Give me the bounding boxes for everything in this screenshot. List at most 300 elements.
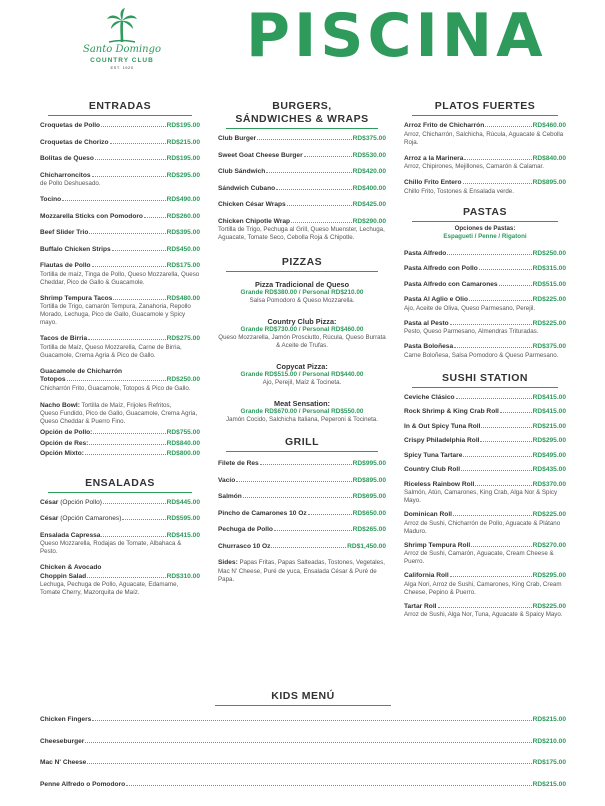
- pastas-list: [404, 250, 566, 360]
- item-description: Tortilla de Maíz, Frijoles Refritos,: [81, 401, 172, 409]
- item-description: Salmón, Atún, Camarones, King Crab, Alga Nor & Spicy Mayo.: [404, 489, 558, 504]
- item-name: Arroz a la Marinera: [404, 154, 464, 162]
- logo-est-text: EST. 1920: [110, 65, 134, 70]
- item-row: [40, 139, 200, 148]
- item-description: Salsa Pomodoro & Queso Mozzarella.: [249, 297, 355, 304]
- dot-leader: [499, 285, 532, 286]
- menu-item: [40, 499, 200, 508]
- item-price: RD$315.00: [532, 265, 566, 272]
- item-row: [218, 477, 386, 486]
- item-row: [404, 452, 566, 461]
- item-row: [40, 738, 566, 747]
- item-price: RD$225.00: [532, 296, 566, 303]
- item-name: Sándwich Cubano: [218, 184, 276, 192]
- menu-item: [218, 135, 386, 144]
- dot-leader: [304, 156, 352, 157]
- item-price: RD$425.00: [352, 201, 386, 208]
- menu-item: [40, 122, 200, 131]
- menu-item: [404, 122, 566, 147]
- item-name: Pasta Alfredo: [404, 249, 447, 257]
- dot-leader: [454, 347, 532, 348]
- dot-leader: [485, 126, 531, 127]
- item-price: RD$395.00: [166, 229, 200, 236]
- item-description: Tortilla de Maíz, Queso Mozzarella, Carne de Birria, Guacamole, Crema Agria & Pico de Gallo.: [40, 343, 182, 359]
- item-name: Pizza Tradicional de Queso: [254, 280, 350, 289]
- item-price: RD$260.00: [166, 212, 200, 220]
- column-left: [40, 100, 200, 606]
- item-name: Churrasco 10 Oz: [218, 542, 271, 550]
- menu-item: [218, 168, 386, 177]
- item-name: Opción Mixto:: [40, 450, 84, 457]
- item-row: [404, 296, 566, 305]
- item-description: Arroz de Sushi, Chicharrón de Pollo, Aguacate & Plátano Maduro.: [404, 519, 561, 535]
- menu-item: [404, 343, 566, 360]
- section-title-line: SÁNDWICHES & WRAPS: [235, 113, 369, 125]
- item-price: RD$175.00: [166, 262, 200, 269]
- item-description: Queso Fundido, Pico de Gallo, Guacamole, Crema Agria, Queso Cheddar & Puerro Fino.: [40, 410, 198, 425]
- dot-leader: [480, 441, 531, 442]
- menu-item: [404, 603, 566, 620]
- item-name: Mozzarella Sticks con Pomodoro: [40, 212, 143, 220]
- item-price: RD$460.00: [532, 122, 566, 129]
- dot-leader: [450, 576, 532, 577]
- dot-leader: [122, 519, 165, 520]
- item-price: RD$895.00: [532, 179, 566, 186]
- dot-leader: [450, 324, 532, 325]
- menu-item: [404, 281, 566, 290]
- menu-item: [404, 265, 566, 274]
- section-title-burgers: [226, 100, 378, 129]
- kids-list: [40, 716, 566, 789]
- section-title-kids: KIDS MENÚ: [215, 690, 391, 706]
- menu-item: [40, 196, 200, 205]
- item-row: [40, 759, 566, 768]
- item-row: [404, 179, 566, 188]
- menu-item: [40, 229, 200, 238]
- menu-item: [40, 429, 200, 438]
- menu-item: [40, 532, 200, 557]
- dot-leader: [257, 139, 352, 140]
- item-row: [218, 218, 386, 227]
- item-row: [404, 155, 566, 164]
- dot-leader: [101, 536, 165, 537]
- item-price: RD$270.00: [532, 541, 566, 549]
- dot-leader: [463, 456, 531, 457]
- item-subtitle: (Opción Camarones): [60, 515, 122, 522]
- item-description: Ajo, Perejil, Maíz & Tocineta.: [262, 379, 342, 386]
- pasta-options-label: Opciones de Pastas:: [454, 224, 516, 232]
- item-row: [40, 213, 200, 222]
- item-price: RD$225.00: [532, 319, 566, 327]
- item-name: Chicken & Avocado: [40, 564, 102, 571]
- item-row: [404, 423, 566, 432]
- menu-item: [218, 510, 386, 519]
- section-title-pizzas: PIZZAS: [226, 256, 378, 272]
- item-price: Grande RD$730.00 / Personal RD$460.00: [240, 326, 364, 333]
- item-name: Beef Slider Trio: [40, 229, 89, 236]
- dot-leader: [67, 380, 166, 381]
- item-name: California Roll: [404, 572, 449, 579]
- item-row: [218, 526, 386, 535]
- menu-item: [40, 246, 200, 255]
- item-name: Choppin Salad: [40, 572, 87, 580]
- dot-leader: [92, 720, 531, 721]
- item-description: Chillo Frito, Tostones & Ensalada verde.: [404, 187, 514, 195]
- item-row: [40, 246, 200, 255]
- sides-label: Sides:: [218, 559, 238, 566]
- item-row: [40, 229, 200, 238]
- dot-leader: [469, 300, 532, 301]
- item-name: Filete de Res: [218, 460, 259, 467]
- section-title-sushi: SUSHI STATION: [412, 372, 558, 388]
- menu-item: [218, 493, 386, 502]
- dot-leader: [500, 412, 532, 413]
- dot-leader: [101, 126, 166, 127]
- menu-item: [404, 179, 566, 196]
- item-name: Pasta al Pesto: [404, 319, 449, 327]
- kids-menu: [40, 690, 566, 802]
- item-name: Pechuga de Pollo: [218, 526, 273, 533]
- menu-item: [40, 781, 566, 790]
- dot-leader: [88, 339, 165, 340]
- dot-leader: [85, 454, 166, 455]
- item-description: de Pollo Deshuesado.: [40, 180, 101, 187]
- menu-item: [404, 466, 566, 475]
- item-row: [218, 168, 386, 177]
- dot-leader: [92, 176, 166, 177]
- dot-leader: [274, 530, 352, 531]
- item-name: Dominican Roll: [404, 511, 452, 518]
- item-name: Vacío: [218, 476, 236, 484]
- item-row: [218, 510, 386, 519]
- menu-item: [404, 320, 566, 337]
- item-name: Tocino: [40, 196, 62, 203]
- item-description: Jamón Cocido, Salchicha Italiana, Peperoni & Tocineta.: [226, 416, 378, 423]
- section-title-grill: GRILL: [226, 436, 378, 452]
- item-row: [218, 460, 386, 469]
- menu-item: [404, 296, 566, 313]
- item-description: Arroz, Chipirones, Mejillones, Camarón & Calamar.: [404, 163, 544, 170]
- dot-leader: [453, 515, 532, 516]
- item-price: RD$310.00: [166, 572, 200, 580]
- menu-item: [40, 155, 200, 164]
- item-row: [40, 196, 200, 205]
- item-row: [40, 499, 200, 508]
- item-name: Ceviche Clásico: [404, 393, 455, 401]
- item-name: Croquetas de Chorizo: [40, 138, 109, 146]
- item-price: Grande RD$670.00 / Personal RD$550.00: [240, 408, 364, 415]
- item-row: [218, 185, 386, 194]
- item-name: Riceless Rainbow Roll: [404, 480, 475, 488]
- item-row: [40, 515, 200, 524]
- item-row: [404, 394, 566, 403]
- item-name: Chicken Fingers: [40, 716, 92, 723]
- item-name: Meat Sensation:: [274, 399, 330, 408]
- club-logo: [66, 8, 178, 78]
- item-row: [40, 573, 200, 582]
- item-name: Arroz Frito de Chicharrón: [404, 122, 485, 129]
- dot-leader: [463, 183, 532, 184]
- dot-leader: [461, 470, 532, 471]
- dot-leader: [89, 444, 165, 445]
- menu-item: [404, 572, 566, 597]
- menu-item: [40, 262, 200, 287]
- item-price: RD$210.00: [532, 737, 566, 745]
- dot-leader: [475, 485, 531, 486]
- item-row: [404, 343, 566, 352]
- section-title-line: BURGERS,: [272, 100, 332, 112]
- sushi-list: [404, 394, 566, 620]
- dot-leader: [126, 785, 532, 786]
- item-subtitle: (Opción Pollo): [60, 498, 102, 506]
- item-name: Pasta Alfredo con Pollo: [404, 265, 478, 272]
- item-price: RD$175.00: [532, 759, 566, 766]
- item-name: Pasta Boloñesa: [404, 343, 454, 350]
- item-description: Arroz de Sushi, Alga Nor, Tuna, Aguacate & Spaicy Mayo.: [404, 611, 563, 618]
- item-row: [40, 155, 200, 164]
- item-row: [404, 408, 566, 417]
- item-price: RD$415.00: [532, 393, 566, 401]
- item-row: [40, 716, 566, 725]
- item-price: RD$495.00: [532, 451, 566, 459]
- platos-list: [404, 122, 566, 196]
- item-name: Tacos de Birria: [40, 335, 88, 342]
- item-price: Grande RD$515.00 / Personal RD$440.00: [240, 371, 364, 378]
- pizza-item: [218, 317, 386, 350]
- item-name: Buffalo Chicken Strips: [40, 245, 111, 253]
- item-row: [40, 532, 200, 541]
- item-name: Pincho de Camarones 10 Oz: [218, 509, 307, 517]
- item-name: Penne Alfredo o Pomodoro: [40, 780, 126, 788]
- item-name: Chicharroncitos: [40, 171, 91, 179]
- item-row: [404, 603, 566, 612]
- dot-leader: [87, 577, 165, 578]
- item-row: [218, 152, 386, 161]
- dot-leader: [266, 172, 351, 173]
- item-row: [404, 572, 566, 581]
- item-description: Carne Boloñesa, Salsa Pomodoro & Queso Parmesano.: [404, 351, 559, 359]
- dot-leader: [110, 143, 166, 144]
- palm-tree-icon: [105, 8, 139, 44]
- item-name: Chillo Frito Entero: [404, 179, 462, 186]
- item-name: Ensalada Capressa: [40, 531, 101, 539]
- item-price: RD$195.00: [166, 122, 200, 129]
- item-price: RD$650.00: [352, 509, 386, 517]
- menu-item: [218, 477, 386, 486]
- menu-item: [404, 481, 566, 506]
- menu-item: [218, 152, 386, 161]
- item-name: César (Opción Camarones): [40, 515, 122, 522]
- menu-item: [40, 335, 200, 360]
- menu-item: [218, 201, 386, 210]
- item-name: Chicken Chipotle Wrap: [218, 217, 291, 225]
- item-description: Tortilla de Trigo, camarón Tempura, Zanahoria, Repollo Morado, Lechuga, Pico de Gallo, Guacamole y Spicy mayo.: [40, 303, 191, 326]
- item-row: [404, 122, 566, 131]
- menu-item-choppin-salad: [40, 564, 200, 597]
- item-price: RD$800.00: [166, 450, 200, 457]
- pizza-item: [218, 280, 386, 305]
- item-row: [40, 295, 200, 304]
- dot-leader: [291, 222, 352, 223]
- pizzas-list: [218, 280, 386, 424]
- item-price: RD$445.00: [166, 498, 200, 506]
- dot-leader: [103, 503, 166, 504]
- section-title-pastas: PASTAS: [412, 206, 558, 222]
- dot-leader: [93, 433, 165, 434]
- item-price: RD$840.00: [532, 154, 566, 162]
- menu-item: [404, 408, 566, 417]
- item-description: Lechuga, Pechuga de Pollo, Aguacate, Edamame, Tomate Cherry, Mazorquita de Maíz.: [40, 581, 179, 596]
- menu-item: [404, 423, 566, 432]
- menu-item: [404, 155, 566, 172]
- menu-item: [218, 543, 386, 552]
- pasta-options: Espagueti / Penne / Rigatoni: [443, 232, 527, 240]
- item-price: RD$250.00: [166, 376, 200, 383]
- dot-leader: [471, 546, 531, 547]
- dot-leader: [479, 269, 532, 270]
- item-price: RD$840.00: [166, 439, 200, 447]
- item-price: RD$250.00: [532, 249, 566, 257]
- item-row: [40, 450, 200, 459]
- page-title: PISCINA: [246, 1, 547, 71]
- item-price: RD$420.00: [352, 168, 386, 175]
- section-title-entradas: ENTRADAS: [48, 100, 192, 116]
- column-right: [404, 100, 566, 625]
- dot-leader: [113, 299, 165, 300]
- item-price: RD$265.00: [352, 526, 386, 533]
- menu-item: [40, 738, 566, 747]
- item-row: [404, 437, 566, 446]
- item-price: RD$490.00: [166, 196, 200, 203]
- item-price: RD$515.00: [532, 280, 566, 288]
- item-description: Queso Mozzarella, Jamón Prosciutto, Rúcula, Queso Burrata & Aceite de Trufas.: [218, 334, 386, 349]
- pizza-item: [218, 362, 386, 387]
- item-price: RD$195.00: [166, 155, 200, 162]
- item-name: Salmón: [218, 493, 242, 500]
- dot-leader: [456, 398, 532, 399]
- item-price: RD$295.00: [532, 437, 566, 444]
- menu-item: [218, 526, 386, 535]
- section-title-platos-fuertes: PLATOS FUERTES: [412, 100, 558, 116]
- item-description: Arroz de Sushi, Camarón, Aguacate, Cream Cheese & Puerro.: [404, 550, 554, 565]
- item-price: RD$275.00: [166, 335, 200, 342]
- item-name: Pasta Alfredo con Camarones: [404, 280, 498, 288]
- menu-item: [40, 759, 566, 768]
- item-price: Grande RD$380.00 / Personal RD$210.00: [240, 289, 364, 296]
- item-row: [40, 429, 200, 438]
- menu-item: [40, 440, 200, 449]
- menu-item-nacho-bowl: [40, 402, 200, 427]
- item-description: Ajo, Aceite de Oliva, Queso Parmesano, Perejil.: [404, 304, 536, 312]
- item-name: Country Club Pizza:: [267, 317, 337, 326]
- item-price: RD$295.00: [532, 572, 566, 579]
- item-price: RD$530.00: [352, 151, 386, 159]
- menu-item: [218, 460, 386, 469]
- dot-leader: [92, 266, 166, 267]
- burgers-list: [218, 135, 386, 242]
- item-name: Croquetas de Pollo: [40, 122, 101, 129]
- item-name: Shrimp Tempura Tacos: [40, 294, 113, 302]
- dot-leader: [62, 200, 166, 201]
- item-description: Alga Nori, Arroz de Sushi, Camarones, King Crab, Cream Cheese, Pepino & Puerro.: [404, 580, 562, 596]
- menu-item: [404, 452, 566, 461]
- item-price: RD$895.00: [352, 476, 386, 484]
- item-price: RD$755.00: [166, 429, 200, 436]
- dot-leader: [89, 233, 165, 234]
- dot-leader: [243, 497, 352, 498]
- item-price: RD$215.00: [532, 716, 566, 723]
- item-row: [218, 135, 386, 144]
- item-row: [40, 262, 200, 271]
- item-price: RD$450.00: [166, 245, 200, 253]
- item-description: Arroz, Chicharrón, Salchicha, Rúcula, Aguacate & Cebolla Roja.: [404, 130, 564, 146]
- item-name: Country Club Roll: [404, 466, 461, 473]
- menu-item: [218, 218, 386, 243]
- dot-leader: [308, 514, 352, 515]
- item-price: RD$595.00: [166, 515, 200, 522]
- item-row: [218, 201, 386, 210]
- item-row: [404, 481, 566, 490]
- item-name: Chicken César Wraps: [218, 201, 286, 208]
- menu-item: [404, 511, 566, 536]
- item-name: Copycat Pizza:: [276, 362, 328, 371]
- item-row: [40, 376, 200, 385]
- item-price: RD$295.00: [166, 171, 200, 179]
- item-price: RD$375.00: [532, 343, 566, 350]
- item-description: Tortilla de maíz, Tinga de Pollo, Queso Mozzarella, Queso Cheddar, Pico de Gallo & Guacamole.: [40, 270, 200, 286]
- menu-item: [404, 394, 566, 403]
- item-price: RD$1,450.00: [347, 542, 386, 550]
- menu-item-guacamole: [40, 368, 200, 393]
- dot-leader: [87, 763, 531, 764]
- item-row: [40, 781, 566, 790]
- dot-leader: [287, 205, 352, 206]
- menu-item: [40, 172, 200, 189]
- item-name: Sweet Goat Cheese Burger: [218, 151, 303, 159]
- menu-item: [40, 295, 200, 328]
- item-row: [40, 440, 200, 449]
- item-name: Nacho Bowl:: [40, 401, 80, 409]
- item-row: [218, 493, 386, 502]
- item-name: In & Out Spicy Tuna Roll: [404, 422, 481, 430]
- item-description: Queso Mozzarella, Rodajas de Tomate, Albahaca & Pesto.: [40, 540, 182, 555]
- pizza-item: [218, 399, 386, 424]
- dot-leader: [95, 159, 166, 160]
- menu-item: [218, 185, 386, 194]
- item-price: RD$415.00: [532, 408, 566, 415]
- entradas-list: [40, 122, 200, 360]
- item-price: RD$215.00: [166, 138, 200, 146]
- item-row: [40, 172, 200, 181]
- ensaladas-list: [40, 499, 200, 557]
- menu-item: [40, 515, 200, 524]
- item-row: [404, 265, 566, 274]
- item-name: Club Burger: [218, 135, 257, 142]
- item-name: Tartar Roll: [404, 602, 437, 610]
- grill-sides: [218, 559, 386, 584]
- item-price: RD$215.00: [532, 422, 566, 430]
- menu-item: [404, 437, 566, 446]
- item-name: Guacamole de Chicharrón: [40, 367, 123, 375]
- item-name: Mac N' Cheese: [40, 759, 87, 766]
- dot-leader: [481, 427, 531, 428]
- dot-leader: [464, 159, 531, 160]
- logo-script-text: Santo Domingo: [82, 44, 162, 55]
- dot-leader: [438, 607, 532, 608]
- item-name: Shrimp Tempura Roll: [404, 541, 471, 549]
- dot-leader: [276, 189, 351, 190]
- dot-leader: [447, 254, 531, 255]
